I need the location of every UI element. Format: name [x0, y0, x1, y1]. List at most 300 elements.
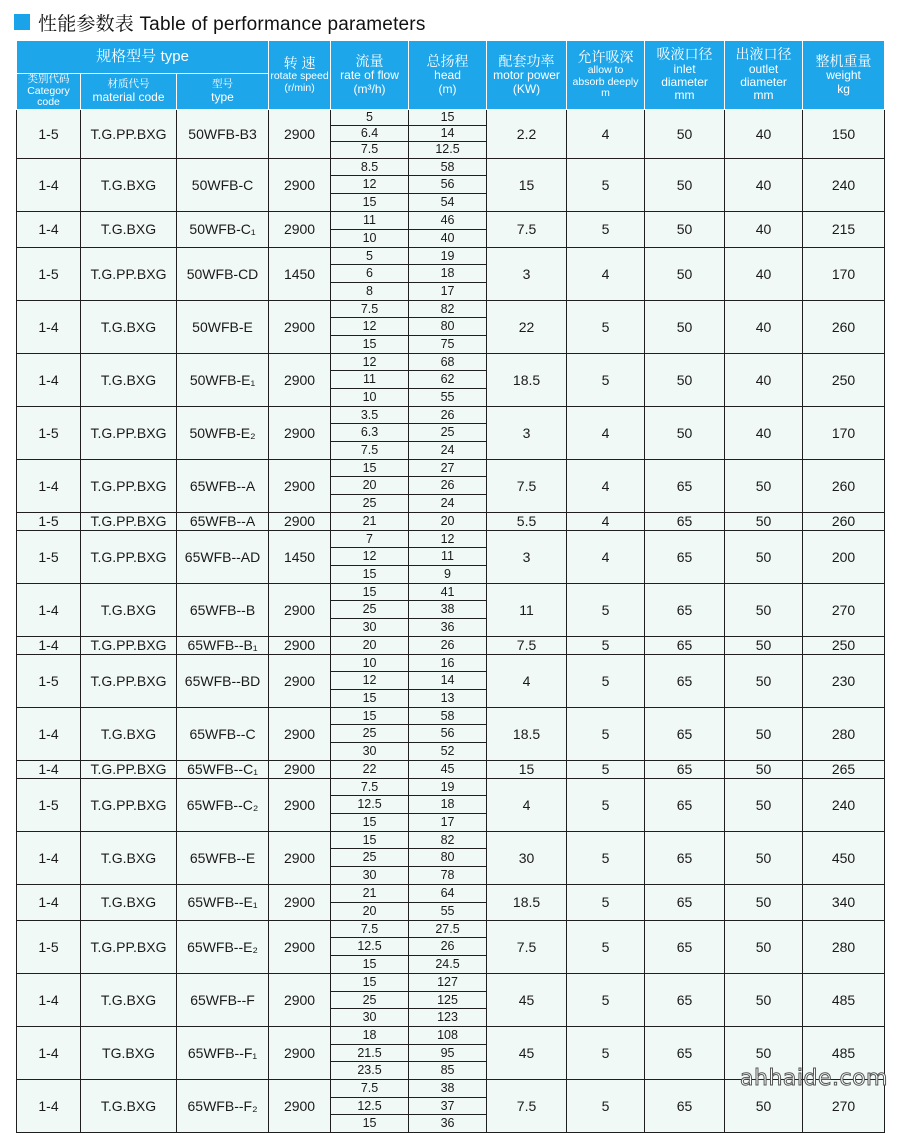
outlet-cell: 50: [725, 1026, 803, 1079]
speed-cell: 2900: [269, 1079, 331, 1132]
power-cell: 3: [487, 406, 567, 459]
flow-cell: 10: [331, 229, 409, 247]
weight-cell: 240: [803, 158, 885, 211]
head-cell: 14: [409, 672, 487, 690]
material-header: [81, 74, 177, 110]
model-cn: 型号: [212, 77, 234, 90]
weight-unit: kg: [837, 81, 850, 96]
outlet-cell: 50: [725, 760, 803, 778]
head-cell: 108: [409, 1026, 487, 1044]
material-code-cell: T.G.PP.BXG: [81, 109, 177, 158]
power-cell: 15: [487, 760, 567, 778]
inlet-cell: 65: [645, 920, 725, 973]
flow-cell: 25: [331, 991, 409, 1009]
material-code-cell: T.G.PP.BXG: [81, 654, 177, 707]
material-code-cell: T.G.BXG: [81, 211, 177, 247]
head-cell: 46: [409, 211, 487, 229]
weight-cell: 170: [803, 247, 885, 300]
suction-en1: allow to: [587, 64, 624, 77]
flow-cell: 15: [331, 193, 409, 211]
flow-cell: 12: [331, 318, 409, 336]
flow-cell: 15: [331, 814, 409, 832]
outlet-cell: 50: [725, 459, 803, 512]
category-code-cell: 1-5: [17, 530, 81, 583]
weight-cell: 485: [803, 1026, 885, 1079]
power-cell: 11: [487, 583, 567, 636]
weight-cell: 150: [803, 109, 885, 158]
suction-cell: 5: [567, 300, 645, 353]
model-header: [177, 74, 269, 110]
outlet-cell: 40: [725, 353, 803, 406]
flow-cell: 15: [331, 831, 409, 849]
suction-cell: 4: [567, 459, 645, 512]
model-cell: 50WFB-E₁: [177, 353, 269, 406]
speed-cell: 2900: [269, 211, 331, 247]
outlet-cell: 50: [725, 831, 803, 884]
power-cell: 4: [487, 778, 567, 831]
inlet-cell: 50: [645, 109, 725, 158]
inlet-en1: inlet: [673, 61, 696, 76]
suction-unit: m: [601, 87, 610, 100]
head-cell: 12.5: [409, 142, 487, 158]
model-cell: 50WFB-C₁: [177, 211, 269, 247]
flow-cell: 7.5: [331, 778, 409, 796]
head-cell: 38: [409, 1079, 487, 1097]
flow-unit: (m³/h): [353, 81, 386, 96]
head-cell: 55: [409, 902, 487, 920]
head-cell: 58: [409, 707, 487, 725]
model-cell: 50WFB-B3: [177, 109, 269, 158]
speed-cell: 2900: [269, 512, 331, 530]
inlet-cell: 50: [645, 158, 725, 211]
model-cell: 50WFB-C: [177, 158, 269, 211]
table-body: [17, 109, 885, 1132]
flow-cn: 流量: [355, 52, 384, 69]
flow-cell: 8: [331, 282, 409, 300]
inlet-cell: 65: [645, 1079, 725, 1132]
flow-cell: 11: [331, 211, 409, 229]
head-cell: 26: [409, 938, 487, 956]
flow-cell: 12.5: [331, 1097, 409, 1115]
head-cell: 75: [409, 336, 487, 354]
speed-cell: 2900: [269, 459, 331, 512]
table-row: [17, 158, 885, 176]
model-cell: 65WFB--B₁: [177, 636, 269, 654]
flow-en: rate of flow: [340, 68, 399, 83]
model-cell: 65WFB--C: [177, 707, 269, 760]
category-code-cell: 1-4: [17, 353, 81, 406]
model-cell: 65WFB--BD: [177, 654, 269, 707]
head-cell: 12: [409, 530, 487, 548]
speed-cell: 2900: [269, 1026, 331, 1079]
category-code-cell: 1-5: [17, 654, 81, 707]
table-row: [17, 920, 885, 938]
table-row: [17, 353, 885, 371]
outlet-cell: 40: [725, 300, 803, 353]
inlet-cell: 65: [645, 884, 725, 920]
material-code-cell: T.G.PP.BXG: [81, 760, 177, 778]
flow-cell: 25: [331, 601, 409, 619]
category-code-cell: 1-5: [17, 109, 81, 158]
head-cell: 56: [409, 176, 487, 194]
speed-cell: 2900: [269, 636, 331, 654]
material-code-cell: T.G.PP.BXG: [81, 636, 177, 654]
flow-cell: 10: [331, 654, 409, 672]
model-cell: 65WFB--A: [177, 459, 269, 512]
speed-cell: 2900: [269, 920, 331, 973]
speed-cell: 2900: [269, 778, 331, 831]
speed-cell: 2900: [269, 973, 331, 1026]
power-en: motor power: [493, 68, 560, 83]
flow-cell: 12: [331, 353, 409, 371]
material-code-cell: T.G.BXG: [81, 158, 177, 211]
suction-cell: 5: [567, 831, 645, 884]
speed-cell: 2900: [269, 353, 331, 406]
weight-cell: 270: [803, 1079, 885, 1132]
flow-cell: 12: [331, 672, 409, 690]
power-unit: (KW): [512, 81, 541, 96]
flow-cell: 30: [331, 867, 409, 885]
flow-cell: 21: [331, 884, 409, 902]
power-cell: 30: [487, 831, 567, 884]
weight-cell: 250: [803, 636, 885, 654]
flow-cell: 30: [331, 1009, 409, 1027]
inlet-en2: diameter: [661, 74, 708, 89]
head-cell: 62: [409, 371, 487, 389]
inlet-cell: 65: [645, 778, 725, 831]
title-square-icon: [14, 14, 30, 30]
category-code-cell: 1-5: [17, 247, 81, 300]
head-cell: 26: [409, 477, 487, 495]
category-code-cell: 1-4: [17, 707, 81, 760]
flow-cell: 22: [331, 760, 409, 778]
type-group-header: [17, 41, 269, 74]
model-cell: 65WFB--E₁: [177, 884, 269, 920]
head-cell: 37: [409, 1097, 487, 1115]
head-cell: 64: [409, 884, 487, 902]
power-cell: 5.5: [487, 512, 567, 530]
power-cell: 7.5: [487, 211, 567, 247]
speed-cell: 2900: [269, 654, 331, 707]
weight-cell: 340: [803, 884, 885, 920]
suction-cn: 允许吸深: [577, 48, 634, 65]
flow-cell: 7: [331, 530, 409, 548]
flow-cell: 23.5: [331, 1062, 409, 1080]
head-cell: 17: [409, 814, 487, 832]
inlet-cell: 65: [645, 636, 725, 654]
table-row: [17, 973, 885, 991]
inlet-cell: 50: [645, 353, 725, 406]
outlet-cell: 50: [725, 920, 803, 973]
model-cell: 50WFB-E₂: [177, 406, 269, 459]
flow-cell: 6: [331, 265, 409, 283]
flow-cell: 21: [331, 512, 409, 530]
page-title: 性能参数表 Table of performance parameters: [38, 13, 426, 35]
table-row: [17, 636, 885, 654]
inlet-cell: 50: [645, 247, 725, 300]
model-cell: 65WFB--B: [177, 583, 269, 636]
performance-table: [16, 40, 885, 1133]
weight-cell: 485: [803, 973, 885, 1026]
outlet-cell: 40: [725, 211, 803, 247]
power-cell: 2.2: [487, 109, 567, 158]
head-header: [409, 41, 487, 110]
inlet-cell: 65: [645, 707, 725, 760]
suction-cell: 5: [567, 353, 645, 406]
head-cell: 15: [409, 109, 487, 125]
power-cell: 7.5: [487, 1079, 567, 1132]
inlet-cell: 50: [645, 406, 725, 459]
outlet-cell: 40: [725, 406, 803, 459]
speed-cell: 2900: [269, 760, 331, 778]
table-row: [17, 512, 885, 530]
head-cell: 56: [409, 725, 487, 743]
power-cell: 22: [487, 300, 567, 353]
weight-en: weight: [826, 68, 861, 83]
power-cell: 7.5: [487, 636, 567, 654]
outlet-unit: mm: [753, 88, 774, 103]
table-row: [17, 406, 885, 424]
suction-cell: 5: [567, 973, 645, 1026]
head-cell: 78: [409, 867, 487, 885]
flow-cell: 20: [331, 636, 409, 654]
material-code-cell: T.G.BXG: [81, 973, 177, 1026]
speed-cell: 2900: [269, 583, 331, 636]
head-cell: 40: [409, 229, 487, 247]
suction-cell: 4: [567, 406, 645, 459]
category-code-cell: 1-4: [17, 884, 81, 920]
power-cell: 18.5: [487, 353, 567, 406]
table-row: [17, 831, 885, 849]
flow-cell: 3.5: [331, 406, 409, 424]
head-cell: 125: [409, 991, 487, 1009]
flow-cell: 5: [331, 109, 409, 125]
flow-cell: 15: [331, 973, 409, 991]
category-code-cell: 1-5: [17, 778, 81, 831]
head-cell: 24: [409, 495, 487, 513]
table-row: [17, 707, 885, 725]
category-code-cell: 1-5: [17, 920, 81, 973]
flow-cell: 25: [331, 495, 409, 513]
flow-cell: 20: [331, 902, 409, 920]
inlet-cell: 50: [645, 211, 725, 247]
inlet-cell: 65: [645, 512, 725, 530]
speed-cell: 1450: [269, 247, 331, 300]
category-en: Category code: [27, 84, 70, 109]
category-code-cell: 1-4: [17, 583, 81, 636]
table-row: [17, 109, 885, 125]
head-cell: 55: [409, 389, 487, 407]
speed-cell: 2900: [269, 831, 331, 884]
flow-cell: 15: [331, 459, 409, 477]
weight-cell: 265: [803, 760, 885, 778]
inlet-cell: 65: [645, 459, 725, 512]
table-row: [17, 211, 885, 229]
suction-cell: 5: [567, 654, 645, 707]
head-cell: 26: [409, 406, 487, 424]
head-cell: 52: [409, 743, 487, 761]
material-code-cell: T.G.BXG: [81, 831, 177, 884]
head-cell: 80: [409, 318, 487, 336]
material-code-cell: T.G.BXG: [81, 353, 177, 406]
power-header: [487, 41, 567, 110]
head-cell: 41: [409, 583, 487, 601]
inlet-cell: 65: [645, 831, 725, 884]
power-cell: 18.5: [487, 884, 567, 920]
material-cn: 材质代号: [107, 77, 150, 90]
speed-header: [269, 41, 331, 110]
category-code-cell: 1-4: [17, 1079, 81, 1132]
material-en: material code: [92, 89, 165, 104]
category-code-cell: 1-4: [17, 300, 81, 353]
flow-cell: 7.5: [331, 1079, 409, 1097]
power-cell: 7.5: [487, 459, 567, 512]
weight-cell: 280: [803, 920, 885, 973]
flow-cell: 12: [331, 176, 409, 194]
head-cell: 27.5: [409, 920, 487, 938]
weight-cell: 200: [803, 530, 885, 583]
model-cell: 65WFB--E: [177, 831, 269, 884]
table-wrapper: [16, 40, 884, 1133]
head-cell: 11: [409, 548, 487, 566]
inlet-cell: 65: [645, 583, 725, 636]
power-cell: 4: [487, 654, 567, 707]
material-code-cell: T.G.PP.BXG: [81, 778, 177, 831]
head-cell: 24: [409, 442, 487, 460]
flow-header: [331, 41, 409, 110]
flow-cell: 15: [331, 707, 409, 725]
head-cell: 17: [409, 282, 487, 300]
material-code-cell: T.G.BXG: [81, 1079, 177, 1132]
category-header: [17, 74, 81, 110]
head-cell: 127: [409, 973, 487, 991]
category-cn: 类别代码: [27, 73, 70, 85]
power-cn: 配套功率: [498, 52, 555, 69]
flow-cell: 12.5: [331, 938, 409, 956]
weight-cell: 450: [803, 831, 885, 884]
outlet-cell: 50: [725, 884, 803, 920]
power-cell: 45: [487, 973, 567, 1026]
suction-cell: 4: [567, 512, 645, 530]
category-code-cell: 1-4: [17, 158, 81, 211]
weight-cell: 240: [803, 778, 885, 831]
flow-cell: 7.5: [331, 442, 409, 460]
table-row: [17, 778, 885, 796]
flow-cell: 30: [331, 743, 409, 761]
model-cell: 65WFB--A: [177, 512, 269, 530]
head-cell: 45: [409, 760, 487, 778]
power-cell: 45: [487, 1026, 567, 1079]
flow-cell: 15: [331, 336, 409, 354]
flow-cell: 7.5: [331, 142, 409, 158]
weight-cn: 整机重量: [815, 52, 872, 69]
speed-cell: 2900: [269, 406, 331, 459]
category-code-cell: 1-4: [17, 1026, 81, 1079]
suction-cell: 4: [567, 109, 645, 158]
model-cell: 65WFB--F₁: [177, 1026, 269, 1079]
suction-en2: absorb deeply: [572, 75, 639, 88]
flow-cell: 12.5: [331, 796, 409, 814]
head-cell: 54: [409, 193, 487, 211]
material-code-cell: T.G.PP.BXG: [81, 406, 177, 459]
inlet-unit: mm: [674, 88, 695, 103]
category-code-cell: 1-4: [17, 831, 81, 884]
suction-cell: 5: [567, 158, 645, 211]
weight-cell: 270: [803, 583, 885, 636]
table-row: [17, 884, 885, 902]
model-cell: 65WFB--F₂: [177, 1079, 269, 1132]
flow-cell: 10: [331, 389, 409, 407]
table-row: [17, 300, 885, 318]
weight-cell: 170: [803, 406, 885, 459]
speed-en: rotate speed: [270, 69, 329, 82]
flow-cell: 18: [331, 1026, 409, 1044]
weight-cell: 250: [803, 353, 885, 406]
outlet-cell: 50: [725, 707, 803, 760]
speed-cell: 1450: [269, 530, 331, 583]
power-cell: 18.5: [487, 707, 567, 760]
head-cell: 36: [409, 1115, 487, 1133]
speed-unit: (r/min): [284, 81, 315, 94]
outlet-cell: 50: [725, 583, 803, 636]
suction-header: [567, 41, 645, 110]
head-cell: 18: [409, 265, 487, 283]
weight-header: [803, 41, 885, 110]
head-cell: 80: [409, 849, 487, 867]
model-cell: 65WFB--F: [177, 973, 269, 1026]
flow-cell: 6.4: [331, 125, 409, 141]
model-cell: 65WFB--C₁: [177, 760, 269, 778]
speed-cell: 2900: [269, 158, 331, 211]
flow-cell: 15: [331, 956, 409, 974]
head-cell: 19: [409, 778, 487, 796]
speed-cell: 2900: [269, 300, 331, 353]
flow-cell: 15: [331, 566, 409, 584]
outlet-en2: diameter: [740, 74, 787, 89]
head-cell: 68: [409, 353, 487, 371]
suction-cell: 5: [567, 1079, 645, 1132]
inlet-cell: 50: [645, 300, 725, 353]
table-row: [17, 654, 885, 672]
inlet-cn: 吸液口径: [656, 46, 713, 63]
flow-cell: 7.5: [331, 920, 409, 938]
suction-cell: 5: [567, 920, 645, 973]
weight-cell: 215: [803, 211, 885, 247]
outlet-cell: 50: [725, 778, 803, 831]
suction-cell: 5: [567, 1026, 645, 1079]
title-bar: [14, 8, 426, 36]
inlet-header: [645, 41, 725, 110]
power-cell: 3: [487, 247, 567, 300]
power-cell: 7.5: [487, 920, 567, 973]
head-cn: 总扬程: [426, 52, 469, 69]
inlet-cell: 65: [645, 530, 725, 583]
watermark: ahhaide.com: [740, 1066, 888, 1091]
head-cell: 24.5: [409, 956, 487, 974]
outlet-cell: 40: [725, 109, 803, 158]
head-cell: 95: [409, 1044, 487, 1062]
suction-cell: 4: [567, 530, 645, 583]
model-cell: 65WFB--C₂: [177, 778, 269, 831]
outlet-cn: 出液口径: [735, 46, 792, 63]
material-code-cell: T.G.BXG: [81, 583, 177, 636]
model-cell: 65WFB--AD: [177, 530, 269, 583]
outlet-header: [725, 41, 803, 110]
category-code-cell: 1-5: [17, 406, 81, 459]
suction-cell: 5: [567, 760, 645, 778]
speed-cell: 2900: [269, 707, 331, 760]
model-cell: 50WFB-CD: [177, 247, 269, 300]
